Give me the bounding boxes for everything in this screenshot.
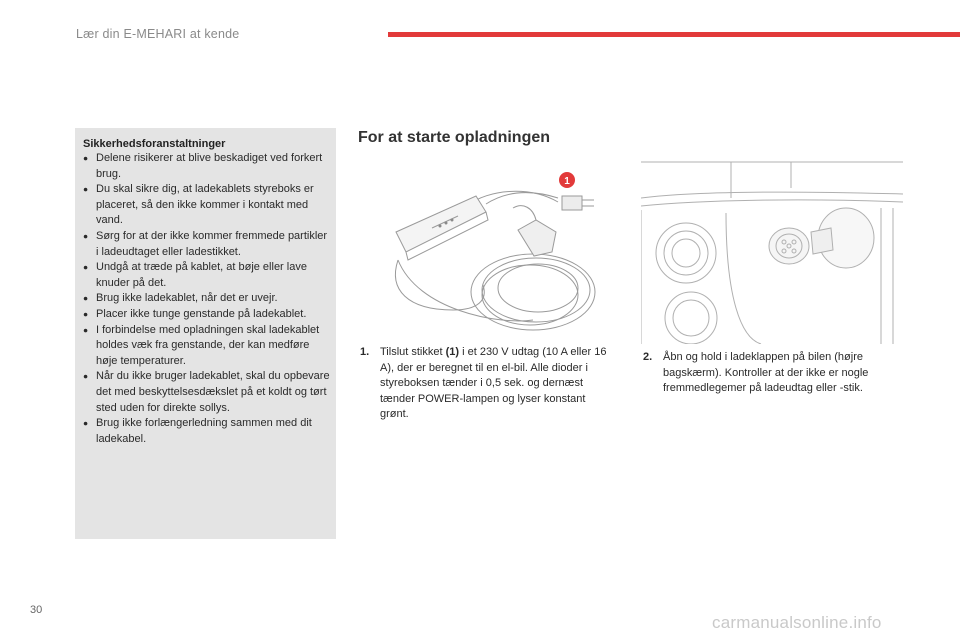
- safety-item: ● Undgå at træde på kablet, at bøje eller lave knuder på det.: [83, 260, 330, 291]
- safety-title: Sikkerhedsforanstaltninger: [83, 138, 226, 150]
- safety-item: ● Når du ikke bruger ladekablet, skal du opbevare det med beskyttelsesdækslet på et koldt og tørt sted uden for direkte sollys.: [83, 369, 330, 416]
- section-title: For at starte opladningen: [358, 129, 551, 146]
- charging-cable-illustration: [358, 160, 613, 340]
- step-1-text: [360, 345, 616, 423]
- step-1-ref: (1): [445, 346, 460, 358]
- step-1-number: 1.: [360, 346, 370, 358]
- safety-item: ● Brug ikke ladekablet, når det er uvejr.: [83, 291, 330, 307]
- safety-item: ● Du skal sikre dig, at ladekablets styreboks er placeret, så den ikke kommer i kontakt med vand.: [83, 182, 330, 229]
- safety-box: [75, 128, 336, 539]
- page-number: 30: [30, 604, 43, 616]
- header-accent-bar: [388, 32, 960, 37]
- step-1: [360, 345, 616, 423]
- step-1-text-before: Tilslut stikket: [380, 346, 446, 358]
- watermark: carmanualsonline.info: [712, 613, 882, 632]
- charging-flap-illustration: [641, 158, 903, 344]
- safety-list: [83, 151, 330, 447]
- step-1-text-after: i et 230 V udtag (10 A eller 16 A), der er beregnet til en el-bil. Alle dioder i styreboksen tænder i 0,5 sek. og dernæst tænder POWER-lampen og lyser konstant grønt.: [380, 346, 607, 421]
- safety-item: ● Brug ikke forlængerledning sammen med dit ladekabel.: [83, 416, 330, 447]
- safety-item: ● Delene risikerer at blive beskadiget ved forkert brug.: [83, 151, 330, 182]
- safety-item: ● Placer ikke tunge genstande på ladekablet.: [83, 307, 330, 323]
- step-2-number: 2.: [643, 351, 653, 363]
- header-title: Lær din E-MEHARI at kende: [76, 27, 240, 41]
- safety-item: ● Sørg for at der ikke kommer fremmede partikler i ladeudtaget eller ladestikket.: [83, 229, 330, 260]
- step-2: [643, 350, 901, 397]
- callout-1-label: 1: [564, 176, 570, 187]
- step-2-text: Åbn og hold i ladeklappen på bilen (højre bagskærm). Kontroller at der ikke er nogle fremmedlegemer på ladeudtag eller -stik.: [663, 351, 869, 395]
- safety-item: ● I forbindelse med opladningen skal ladekablet holdes væk fra genstande, der kan medføre høje temperaturer.: [83, 323, 330, 370]
